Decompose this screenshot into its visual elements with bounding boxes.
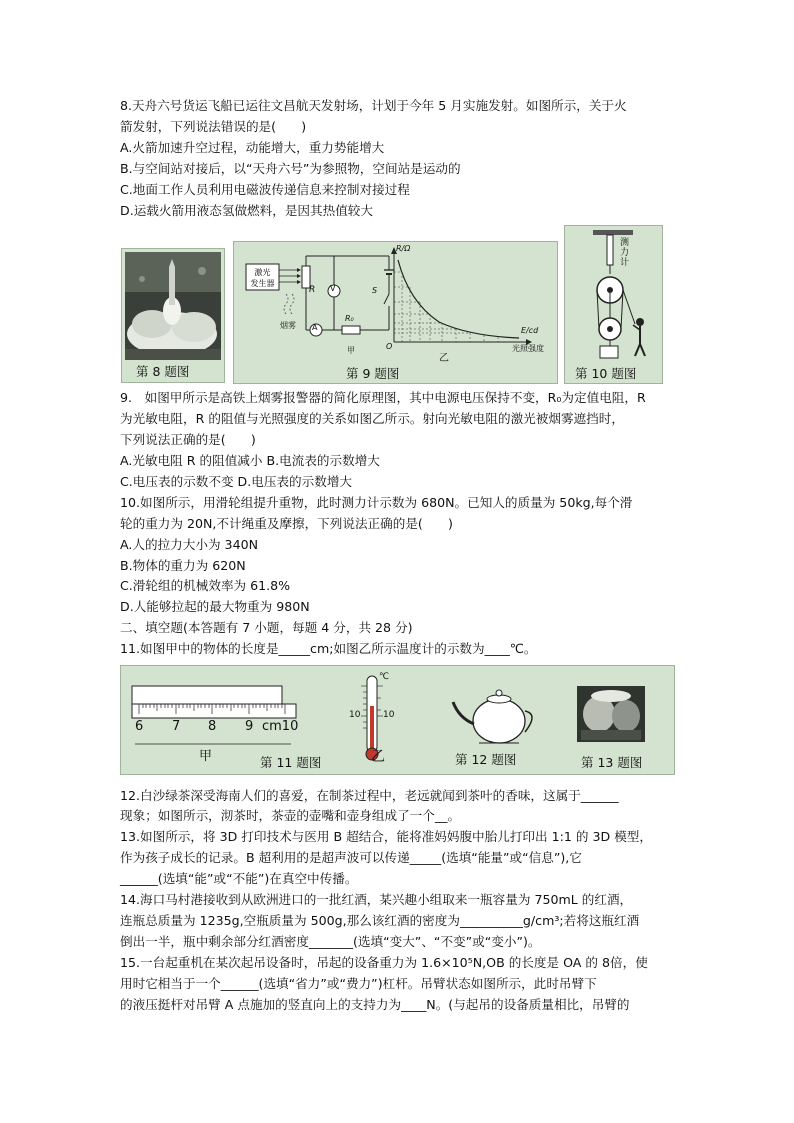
figure-9-drawing bbox=[234, 242, 557, 383]
figure-13-caption: 第 13 题图 bbox=[581, 755, 643, 770]
q8-option-a: A.火箭加速升空过程，动能增大，重力势能增大 bbox=[120, 140, 385, 155]
q15-line1: 15.一台起重机在某次起吊设备时，吊起的设备重力为 1.6×10⁵N,OB 的长度是 OA 的 8倍，使 bbox=[120, 955, 648, 970]
figure-10-caption: 第 10 题图 bbox=[575, 366, 637, 381]
switch-label: S bbox=[372, 286, 378, 295]
q10-stem-line2: 轮的重力为 20N,不计绳重及摩擦，下列说法正确的是( ) bbox=[120, 516, 453, 531]
q8-option-c: C.地面工作人员利用电磁波传递信息来控制对接过程 bbox=[120, 182, 410, 197]
figure-11-caption: 第 11 题图 bbox=[260, 755, 322, 770]
q9-stem-line3: 下列说法正确的是( ) bbox=[120, 432, 256, 447]
q10-option-a: A.人的拉力大小为 340N bbox=[120, 537, 259, 552]
q11-stem: 11.如图甲中的物体的长度是_____cm;如图乙所示温度计的示数为____℃。 bbox=[120, 641, 537, 656]
q14-line2: 连瓶总质量为 1235g,空瓶质量为 500g,那么该红酒的密度为__________g/cm³;若将这瓶红酒 bbox=[120, 913, 640, 928]
figures-11-13-strip bbox=[120, 665, 675, 775]
figure-11-yi-label: 乙 bbox=[371, 749, 385, 765]
q8-option-b: B.与空间站对接后，以“天舟六号”为参照物，空间站是运动的 bbox=[120, 161, 461, 176]
q14-line1: 14.海口马村港接收到从欧洲进口的一批红酒，某兴趣小组取来一瓶容量为 750mL 的红酒， bbox=[120, 892, 633, 907]
force-meter-label: 测力计 bbox=[620, 238, 630, 268]
q15-line3: 的液压挺杆对吊臂 A 点施加的竖直向上的支持力为____N。(与起吊的设备质量相比，吊臂的 bbox=[120, 997, 630, 1012]
smoke-label: 烟雾 bbox=[280, 321, 296, 330]
resistor-r-label: R bbox=[309, 285, 316, 295]
pulley-system-drawing bbox=[565, 226, 662, 383]
thermometer-tick-left: 10 bbox=[349, 710, 361, 720]
q13-line1: 13.如图所示，将 3D 打印技术与医用 B 超结合，能将准妈妈腹中胎儿打印出 1:1 的 3D 模型， bbox=[120, 829, 652, 844]
q8-option-d: D.运载火箭用液态氢做燃料，是因其热值较大 bbox=[120, 203, 373, 218]
laser-label-2: 发生器 bbox=[250, 279, 275, 288]
q14-line3: 倒出一半，瓶中剩余部分红酒密度_______(选填“变大”、“不变”或“变小”)。 bbox=[120, 934, 541, 949]
laser-label-1: 激光 bbox=[254, 268, 271, 277]
voltmeter-label: V bbox=[330, 284, 336, 293]
graph-x-axis-unit: E/cd bbox=[521, 326, 539, 335]
figure-9-caption: 第 9 题图 bbox=[346, 366, 400, 381]
q10-option-d: D.人能够拉起的最大物重为 980N bbox=[120, 599, 310, 614]
q9-stem-line1: 9. 如图甲所示是高铁上烟雾报警器的简化原理图，其中电源电压保持不变，R₀为定值电阻，R bbox=[120, 390, 646, 405]
figure-9-yi-label: 乙 bbox=[439, 353, 449, 364]
ruler-tick-6: 6 bbox=[135, 719, 144, 734]
ruler-tick-9: 9 bbox=[245, 719, 254, 734]
q15-line2: 用时它相当于一个______(选填“省力”或“费力”)杠杆。吊臂状态如图所示，此时吊臂下 bbox=[120, 976, 597, 991]
q12-line1: 12.白沙绿茶深受海南人们的喜爱，在制茶过程中，老远就闻到茶叶的香味，这属于______ bbox=[120, 788, 619, 803]
figure-8 bbox=[121, 248, 225, 383]
graph-x-axis-name: 光照强度 bbox=[512, 344, 544, 353]
q13-line2: 作为孩子成长的记录。B 超利用的是超声波可以传递_____(选填“能量”或“信息”),它 bbox=[120, 850, 582, 865]
thermometer-unit: ℃ bbox=[379, 672, 390, 682]
ammeter-label: A bbox=[312, 323, 318, 332]
ruler-tick-8: 8 bbox=[208, 719, 217, 734]
q10-option-b: B.物体的重力为 620N bbox=[120, 558, 246, 573]
ruler-tick-cm10: cm10 bbox=[262, 719, 299, 734]
figure-11-jia-label: 甲 bbox=[199, 749, 213, 764]
graph-y-axis-label: R/Ω bbox=[396, 244, 411, 253]
q10-stem-line1: 10.如图所示，用滑轮组提升重物，此时测力计示数为 680N。已知人的质量为 50kg,每个滑 bbox=[120, 495, 633, 510]
q12-line2: 现象；如图所示，沏茶时，茶壶的壶嘴和壶身组成了一个__。 bbox=[120, 808, 461, 823]
q9-options-ab: A.光敏电阻 R 的阻值减小 B.电流表的示数增大 bbox=[120, 453, 380, 468]
q9-stem-line2: 为光敏电阻，R 的阻值与光照强度的关系如图乙所示。射向光敏电阻的激光被烟雾遮挡时， bbox=[120, 411, 624, 426]
figure-12-caption: 第 12 题图 bbox=[455, 752, 517, 767]
q8-stem-line2: 箭发射，下列说法错误的是( ) bbox=[120, 119, 307, 134]
graph-origin-label: O bbox=[386, 342, 393, 351]
ruler-tick-7: 7 bbox=[172, 719, 181, 734]
figure-8-caption: 第 8 题图 bbox=[136, 364, 190, 379]
thermometer-tick-right: 10 bbox=[383, 710, 395, 720]
q13-line3: ______(选填“能”或“不能”)在真空中传播。 bbox=[120, 871, 358, 886]
resistor-r0-label: R₀ bbox=[345, 314, 354, 323]
figure-9 bbox=[233, 241, 558, 384]
figure-9-jia-label: 甲 bbox=[347, 346, 355, 355]
figure-10 bbox=[564, 225, 663, 384]
section-2-heading: 二、填空题(本答题有 7 小题，每题 4 分，共 28 分) bbox=[120, 620, 413, 635]
q8-stem-line1: 8.天舟六号货运飞船已运往文昌航天发射场，计划于今年 5 月实施发射。如图所示，关于火 bbox=[120, 98, 627, 113]
q9-options-cd: C.电压表的示数不变 D.电压表的示数增大 bbox=[120, 474, 353, 489]
q10-option-c: C.滑轮组的机械效率为 61.8% bbox=[120, 578, 291, 593]
